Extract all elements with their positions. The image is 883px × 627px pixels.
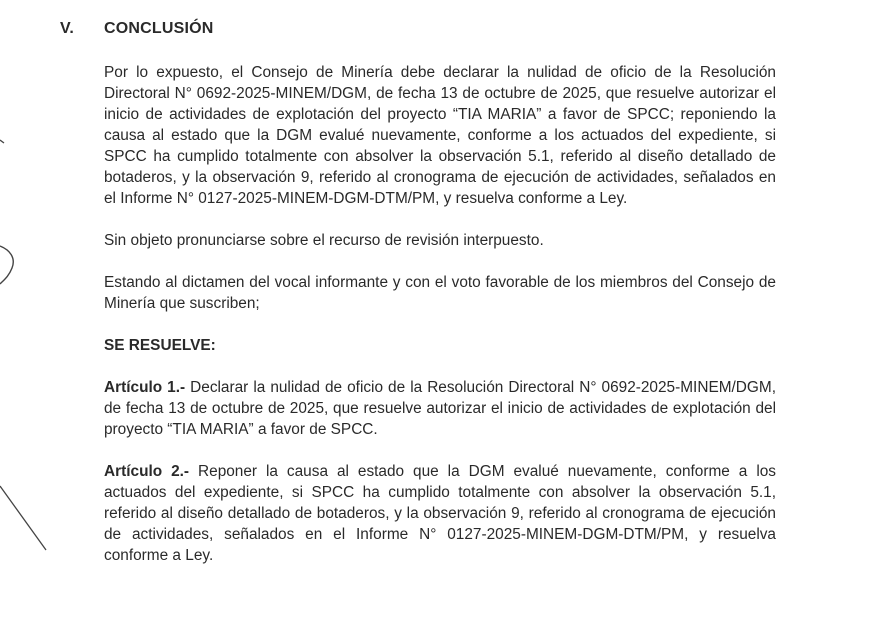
pen-tick-mark (0, 140, 4, 143)
resolve-heading: SE RESUELVE: (104, 337, 216, 354)
conclusion-paragraph: Por lo expuesto, el Consejo de Minería debe declarar la nulidad de oficio de la Resolución Directoral N° 0692-2025-MINEM/DGM, de fecha 13 de octubre de 2025, que resuelve autorizar el inicio de actividades de explotación del proyecto “TIA MARIA” a favor de SPCC; reponiendo la causa al estado que la DGM evalué nuevamente, conforme a los actuados del expediente, si SPCC ha cumplido totalmente con absolver la observación 5.1, referido al diseño detallado de botaderos, y la observación 9, referido al cronograma de ejecución de actividades, señalados en el Informe N° 0127-2025-MINEM-DGM-DTM/PM, y resuelva conforme a Ley. (104, 64, 776, 207)
pen-curve-mark (0, 246, 13, 284)
pen-diagonal-line (0, 486, 46, 550)
article-1-label: Artículo 1.- (104, 379, 186, 396)
article-2-text: Reponer la causa al estado que la DGM evalué nuevamente, conforme a los actuados del expediente, si SPCC ha cumplido totalmente con absolver la observación 5.1, referido al diseño detallado de botaderos, y la observación 9, referido al cronograma de ejecución de actividades, señalados en el Informe N° 0127-2025-MINEM-DGM-DTM/PM, y resuelva conforme a Ley. (104, 463, 776, 564)
section-heading (60, 20, 214, 38)
article-2-label: Artículo 2.- (104, 463, 190, 480)
no-object-paragraph: Sin objeto pronunciarse sobre el recurso de revisión interpuesto. (104, 232, 544, 249)
article-1-text: Declarar la nulidad de oficio de la Resolución Directoral N° 0692-2025-MINEM/DGM, de fecha 13 de octubre de 2025, que resuelve autorizar el inicio de actividades de explotación del proyecto “TIA MARIA” a favor de SPCC. (104, 379, 776, 438)
document-body (104, 62, 776, 587)
section-number: V. (60, 20, 75, 37)
handwritten-margin-marks (0, 0, 60, 627)
vote-paragraph: Estando al dictamen del vocal informante y con el voto favorable de los miembros del Consejo de Minería que suscriben; (104, 274, 776, 312)
section-title: CONCLUSIÓN (104, 20, 214, 37)
article-2 (104, 461, 776, 566)
article-1 (104, 377, 776, 440)
